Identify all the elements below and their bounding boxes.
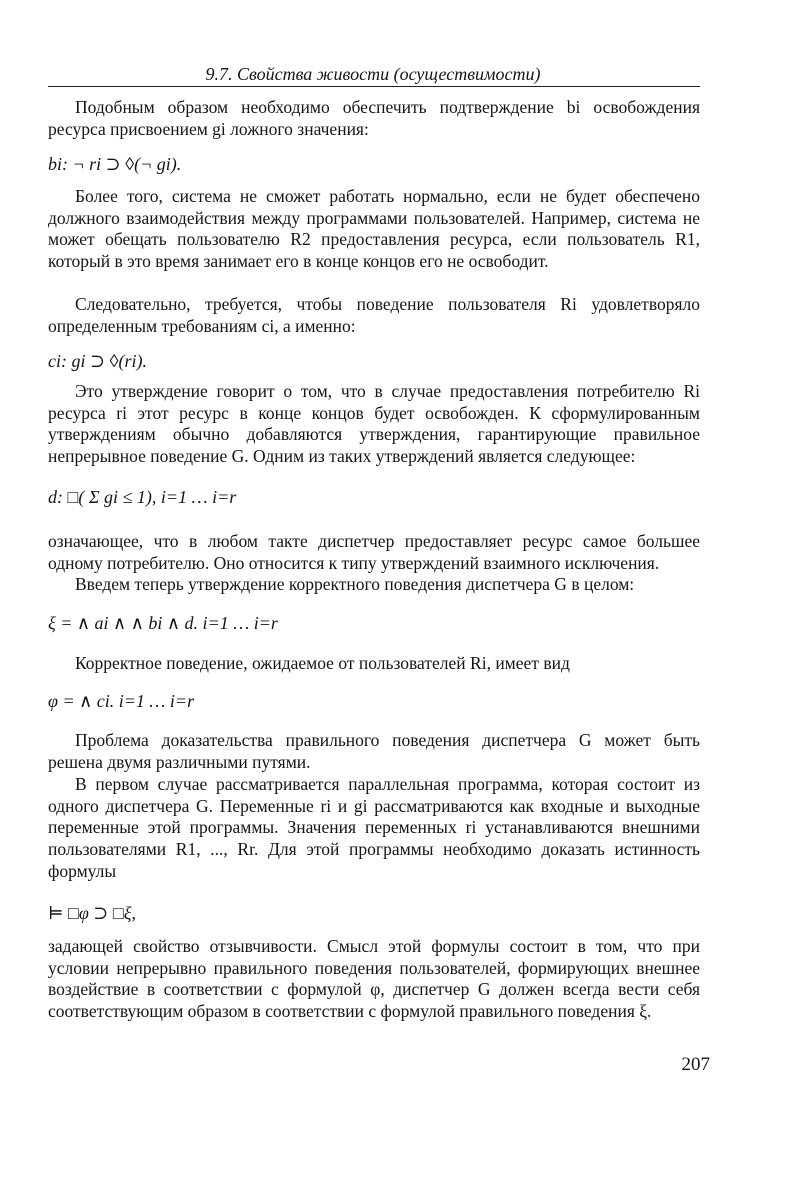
paragraph-4: Это утверждение говорит о том, что в случае предоставления потребителю Ri ресурса ri этот ресурс в конце концов будет освобожден. К сформулированным утверждениям обычно добавляются утверждения, гарантирующие правильное непрерывное поведение G. Одним из таких утверждений является следующее: — [48, 381, 700, 467]
paragraph-2: Более того, система не сможет работать нормально, если не будет обеспечено должного взаимодействия между программами пользователей. Например, система не может обещать пользователю R2 предоставления ресурса, если пользователь R1, который в это время занимает его в конце концов его не освободит. — [48, 186, 700, 272]
paragraph-6: Введем теперь утверждение корректного поведения диспетчера G в целом: — [75, 574, 635, 594]
page-number: 207 — [681, 1054, 710, 1075]
formula-b: bi: ¬ ri ⊃ ◊(¬ gi). — [48, 154, 182, 174]
header-rule — [48, 86, 700, 87]
formula-responsiveness: ⊨ □φ ⊃ □ξ, — [48, 903, 136, 923]
paragraph-5: означающее, что в любом такте диспетчер предоставляет ресурс самое большее одному потребителю. Оно относится к типу утверждений взаимного исключения. — [48, 531, 700, 573]
paragraph-9: В первом случае рассматривается параллельная программа, которая состоит из одного диспетчера G. Переменные ri и gi рассматриваются как входные и выходные переменные этой программы. Значения переменных ri устанавливаются внешними пользователями R1, ..., Rr. Для этой программы необходимо доказать истинность формулы — [48, 774, 700, 881]
running-header: 9.7. Свойства живости (осуществимости) — [205, 64, 541, 84]
paragraph-7: Корректное поведение, ожидаемое от пользователей Ri, имеет вид — [75, 653, 570, 673]
formula-c: ci: gi ⊃ ◊(ri). — [48, 351, 147, 371]
formula-d: d: □( Σ gi ≤ 1), i=1 … i=r — [48, 487, 237, 507]
paragraph-8: Проблема доказательства правильного поведения диспетчера G может быть решена двумя различными путями. — [48, 730, 700, 772]
paragraph-1: Подобным образом необходимо обеспечить подтверждение bi освобождения ресурса присвоением gi ложного значения: — [48, 97, 700, 139]
formula-phi: φ = ∧ ci. i=1 … i=r — [48, 691, 195, 711]
formula-xi: ξ = ∧ ai ∧ ∧ bi ∧ d. i=1 … i=r — [48, 613, 278, 633]
paragraph-10: задающей свойство отзывчивости. Смысл этой формулы состоит в том, что при условии непрерывно правильного поведения пользователей, формирующих внешнее воздействие в соответствии с формулой φ, диспетчер G должен всегда вести себя соответствующим образом в соответствии с формулой правильного поведения ξ. — [48, 936, 700, 1022]
paragraph-3: Следовательно, требуется, чтобы поведение пользователя Ri удовлетворяло определенным требованиям ci, а именно: — [48, 294, 700, 336]
